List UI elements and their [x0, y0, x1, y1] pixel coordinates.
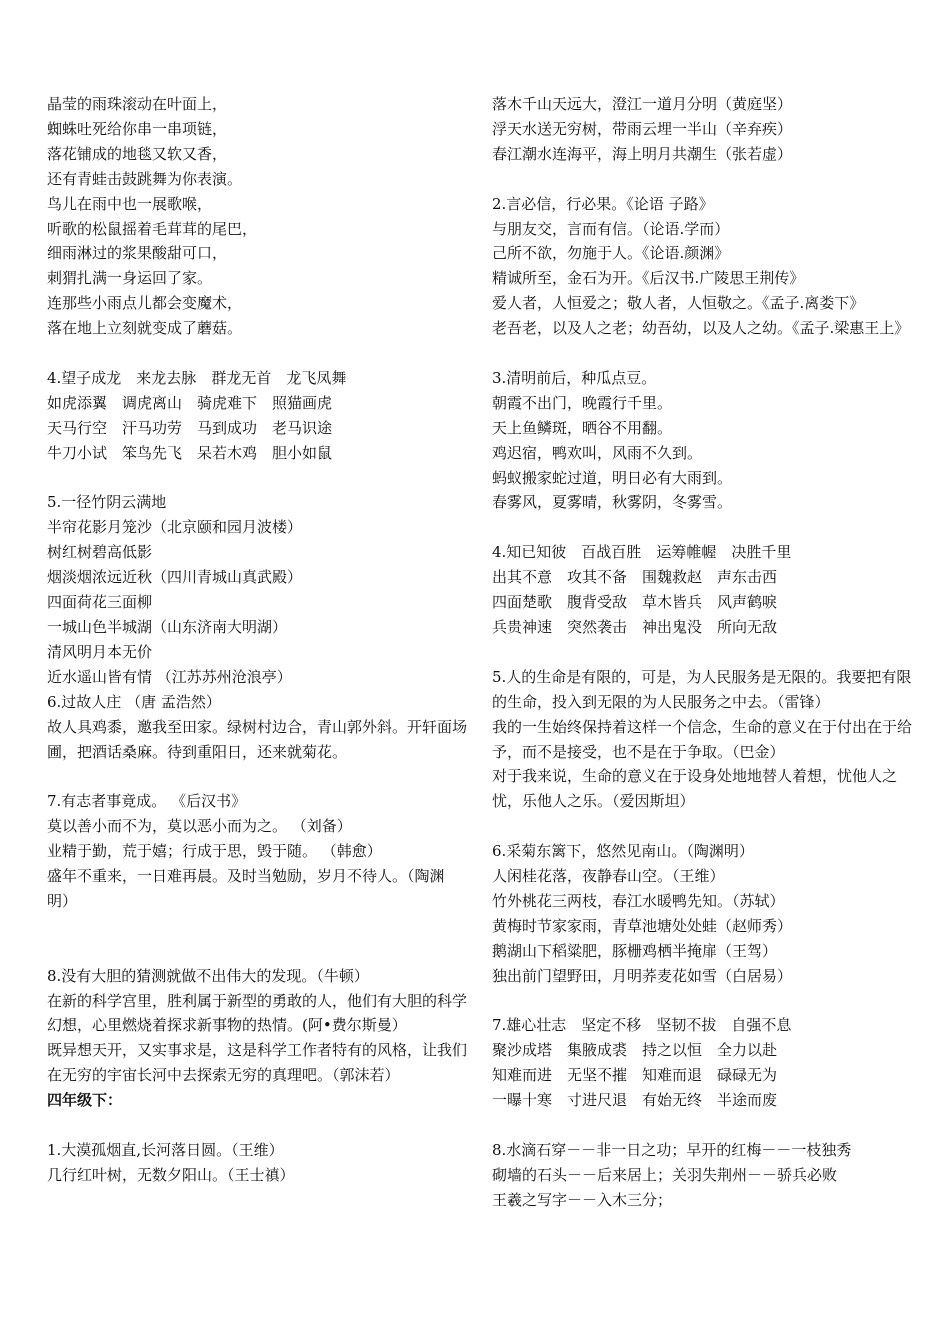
text-line: 7.雄心壮志 坚定不移 坚韧不拔 自强不息 [492, 1016, 792, 1035]
text-line: 我的一生始终保持着这样一个信念，生命的意义在于付出在于给予，而不是接受，也不是在于争取。（巴金） [492, 717, 913, 761]
text-line: 砌墙的石头－－后来居上；关羽失荆州－－骄兵必败 [492, 1165, 838, 1184]
text-line: 天马行空 汗马功劳 马到成功 老马识途 [47, 418, 333, 437]
text-line: 8.没有大胆的猜测就做不出伟大的发现。（牛顿） [47, 966, 369, 985]
section-heading: 四年级下： [47, 1091, 123, 1110]
text-line: 对于我来说，生命的意义在于设身处地地替人着想，忧他人之忧，乐他人之乐。（爱因斯坦） [492, 767, 898, 811]
blank-line [492, 515, 912, 540]
text-line: 一曝十寒 寸进尺退 有始无终 半途而废 [492, 1091, 778, 1110]
text-line: 8.水滴石穿－－非一日之功；早开的红梅－－一枝独秀 [492, 1140, 852, 1159]
text-line: 浮天水送无穷树，带雨云埋一半山（辛弃疾） [492, 119, 793, 138]
blank-line [492, 989, 912, 1014]
text-line: 烟淡烟浓远近秋（四川青城山真武殿） [47, 568, 303, 587]
text-line: 蚂蚁搬家蛇过道，明日必有大雨到。 [492, 468, 733, 487]
text-line: 一城山色半城湖（山东济南大明湖） [47, 618, 288, 636]
text-line: 人闲桂花落，夜静春山空。（王维） [492, 867, 725, 886]
blank-line [47, 939, 467, 964]
text-line: 春雾风，夏雾晴，秋雾阴，冬雾雪。 [492, 493, 733, 512]
blank-line [492, 814, 912, 839]
text-line: 半帘花影月笼沙（北京颐和园月波楼） [47, 518, 303, 537]
blank-line [492, 167, 912, 192]
text-line: 晶莹的雨珠滚动在叶面上， [47, 95, 228, 113]
text-line: 4.望子成龙 来龙去脉 群龙无首 龙飞凤舞 [47, 368, 347, 387]
text-line: 黄梅时节家家雨，青草池塘处处蛙（赵师秀） [492, 916, 793, 935]
text-line: 5.一径竹阴云满地 [47, 493, 167, 512]
text-line: 在新的科学宫里，胜利属于新型的勇敢的人，他们有大胆的科学幻想，心里燃烧着探求新事物的热情。(阿•费尔斯曼） [47, 991, 468, 1035]
blank-line [47, 914, 467, 939]
text-line: 莫以善小而不为，莫以恶小而为之。 （刘备） [47, 817, 352, 836]
text-line: 四面楚歌 腹背受敌 草木皆兵 风声鹤唳 [492, 593, 778, 612]
text-line: 己所不欲，勿施于人。《论语.颜渊》 [492, 244, 730, 263]
text-line: 3.清明前后，种瓜点豆。 [492, 368, 657, 387]
text-line: 兵贵神速 突然袭击 神出鬼没 所向无敌 [492, 617, 778, 636]
text-line: 如虎添翼 调虎离山 骑虎难下 照猫画虎 [47, 393, 333, 412]
text-line: 出其不意 攻其不备 围魏救赵 声东击西 [492, 568, 778, 587]
text-line: 鸡迟宿，鸭欢叫，风雨不久到。 [492, 443, 703, 462]
text-line: 竹外桃花三两枝，春江水暖鸭先知。（苏轼） [492, 891, 785, 910]
blank-line [492, 341, 912, 366]
text-line: 1.大漠孤烟直,长河落日圆。（王维） [47, 1140, 284, 1159]
text-line: 蜘蛛吐死给你串一串项链， [47, 119, 228, 138]
text-line: 老吾老，以及人之老；幼吾幼，以及人之幼。《孟子.梁惠王上》 [492, 319, 910, 338]
text-line: 王羲之写字－－入木三分； [492, 1190, 673, 1209]
text-line: 朝霞不出门，晚霞行千里。 [492, 393, 673, 412]
blank-line [47, 466, 467, 491]
text-line: 连那些小雨点儿都会变魔术， [47, 294, 243, 313]
text-line: 7.有志者事竟成。 《后汉书》 [47, 792, 247, 811]
text-line: 四面荷花三面柳 [47, 593, 153, 612]
blank-line [47, 764, 467, 789]
text-line: 4.知已知彼 百战百胜 运筹帷幄 决胜千里 [492, 543, 792, 562]
text-line: 近水遥山皆有情 （江苏苏州沧浪亭） [47, 667, 292, 686]
blank-line [492, 1113, 912, 1138]
text-line: 业精于勤，荒于嬉；行成于思，毁于随。 （韩愈） [47, 842, 382, 861]
text-line: 刺猬扎满一身运回了家。 [47, 269, 213, 288]
text-line: 爱人者，人恒爱之；敬人者，人恒敬之。《孟子.离娄下》 [492, 294, 865, 313]
text-line: 盛年不重来，一日难再晨。及时当勉励，岁月不待人。（陶渊明） [47, 867, 445, 910]
text-line: 知难而进 无坚不摧 知难而退 碌碌无为 [492, 1066, 778, 1085]
text-line: 故人具鸡黍，邀我至田家。绿树村边合，青山郭外斜。开轩面场圃，把酒话桑麻。待到重阳日，还来就菊花。 [47, 717, 468, 761]
text-line: 聚沙成塔 集腋成裘 持之以恒 全力以赴 [492, 1041, 778, 1060]
text-line: 细雨淋过的浆果酸甜可口， [47, 244, 228, 263]
text-line: 6.采菊东篱下，悠然见南山。（陶渊明） [492, 842, 754, 861]
text-line: 落在地上立刻就变成了蘑菇。 [47, 319, 243, 338]
text-line: 春江潮水连海平，海上明月共潮生（张若虚） [492, 144, 793, 163]
text-line: 6.过故人庄 （唐 孟浩然） [47, 692, 221, 711]
text-line: 落花铺成的地毯又软又香， [47, 144, 228, 163]
text-line: 落木千山天远大，澄江一道月分明（黄庭坚） [492, 95, 793, 113]
text-line: 清风明月本无价 [47, 642, 153, 661]
text-line: 2.言必信，行必果。《论语 子路》 [492, 194, 714, 213]
text-line: 天上鱼鳞斑，晒谷不用翻。 [492, 418, 673, 437]
text-line: 鸟儿在雨中也一展歌喉， [47, 194, 213, 213]
blank-line [47, 1113, 467, 1138]
text-line: 与朋友交，言而有信。（论语.学而） [492, 219, 730, 238]
text-line: 树红树碧高低影 [47, 543, 153, 562]
text-line: 牛刀小试 笨鸟先飞 呆若木鸡 胆小如鼠 [47, 443, 333, 462]
text-line: 几行红叶树，无数夕阳山。（王士禛） [47, 1165, 295, 1184]
text-line: 精诚所至，金石为开。《后汉书.广陵思王荆传》 [492, 269, 805, 288]
text-line: 鹅湖山下稻粱肥，豚栅鸡栖半掩扉（王驾） [492, 941, 778, 960]
text-line: 既异想天开，又实事求是，这是科学工作者特有的风格，让我们在无穷的宇宙长河中去探索无穷的真理吧。（郭沫若） [47, 1041, 468, 1085]
left-column [47, 92, 467, 1188]
text-line: 还有青蛙击鼓跳舞为你表演。 [47, 169, 243, 188]
blank-line [492, 640, 912, 665]
text-line: 5.人的生命是有限的，可是，为人民服务是无限的。我要把有限的生命，投入到无限的为人民服务之中去。（雷锋） [492, 667, 912, 711]
blank-line [47, 341, 467, 366]
right-column [492, 92, 912, 1213]
text-line: 独出前门望野田，月明荞麦花如雪（白居易） [492, 966, 793, 985]
text-line: 听歌的松鼠摇着毛茸茸的尾巴， [47, 219, 258, 238]
